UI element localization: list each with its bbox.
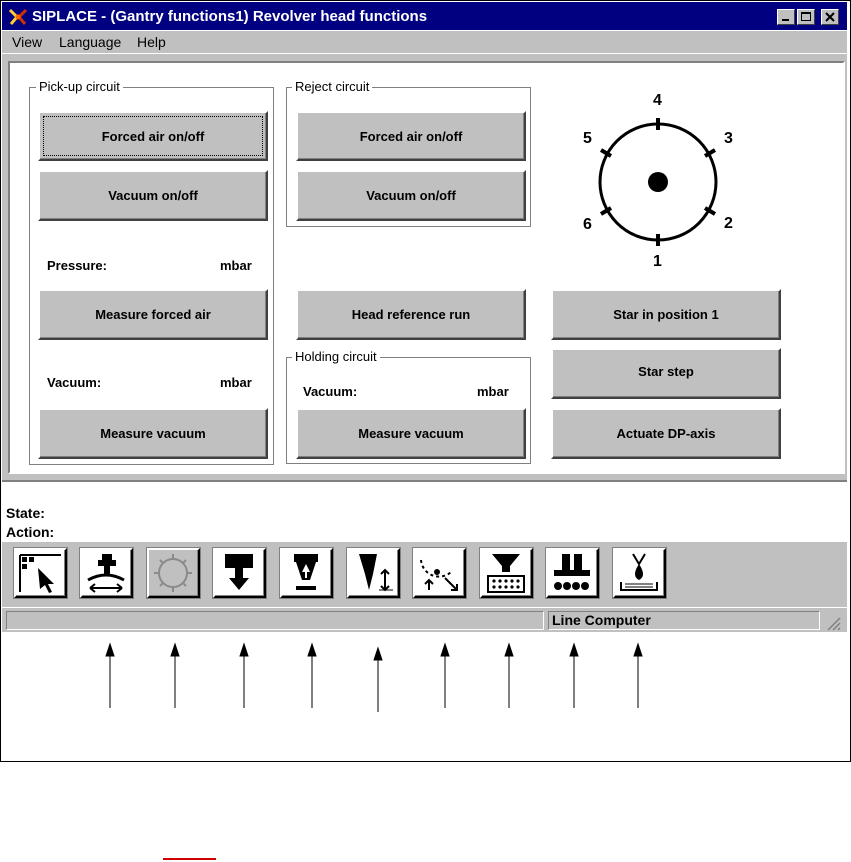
menu-language[interactable]: Language	[59, 34, 122, 50]
position-label-1: 1	[653, 253, 662, 270]
siplace-app-icon[interactable]	[8, 7, 28, 27]
press-down-icon[interactable]	[213, 548, 266, 598]
pressure-unit: mbar	[220, 258, 252, 273]
pickup-forced-air-button[interactable]: Forced air on/off	[38, 111, 268, 161]
status-bar-line-computer: Line Computer	[548, 611, 820, 630]
position-label-6: 6	[583, 216, 592, 233]
menu-help[interactable]: Help	[137, 34, 166, 50]
star-in-position-1-button[interactable]: Star in position 1	[551, 289, 781, 340]
reject-vacuum-button[interactable]: Vacuum on/off	[296, 170, 526, 221]
menu-bar	[2, 31, 847, 53]
state-label: State:	[6, 505, 45, 521]
revolver-star-svg	[590, 110, 730, 270]
star-step-button[interactable]: Star step	[551, 348, 781, 399]
pickup-measure-vacuum-button[interactable]: Measure vacuum	[38, 408, 268, 459]
callout-arrows	[0, 630, 851, 720]
holding-circuit-label: Holding circuit	[292, 349, 380, 364]
pickup-vacuum-button[interactable]: Vacuum on/off	[38, 170, 268, 221]
reject-circuit-label: Reject circuit	[292, 79, 372, 94]
position-label-5: 5	[583, 130, 592, 147]
status-bar-left-pane	[6, 611, 544, 630]
pickup-vacuum-unit: mbar	[220, 375, 252, 390]
head-reference-run-button[interactable]: Head reference run	[296, 289, 526, 340]
holding-measure-vacuum-button[interactable]: Measure vacuum	[296, 408, 526, 459]
position-label-4: 4	[653, 92, 662, 109]
gantry-move-icon[interactable]	[80, 548, 133, 598]
revolver-star-icon[interactable]	[147, 548, 200, 598]
revolver-position-diagram	[583, 92, 733, 270]
actuate-dp-axis-button[interactable]: Actuate DP-axis	[551, 408, 781, 459]
menu-view[interactable]: View	[12, 34, 43, 50]
holding-vacuum-label: Vacuum:	[303, 384, 358, 399]
star-rotate-icon[interactable]	[413, 548, 466, 598]
nozzle-changer-icon[interactable]	[480, 548, 533, 598]
action-label: Action:	[6, 524, 55, 540]
measure-forced-air-button[interactable]: Measure forced air	[38, 289, 268, 340]
select-pointer-icon[interactable]	[14, 548, 67, 598]
minimize-button[interactable]	[777, 9, 795, 25]
lift-up-icon[interactable]	[280, 548, 333, 598]
status-bar	[2, 607, 847, 632]
reject-forced-air-button[interactable]: Forced air on/off	[296, 111, 526, 161]
title-bar[interactable]	[2, 2, 847, 30]
close-button[interactable]	[821, 9, 839, 25]
position-label-2: 2	[724, 215, 733, 232]
pressure-label: Pressure:	[47, 258, 107, 273]
status-area	[2, 480, 847, 542]
red-underline-mark	[163, 858, 216, 860]
pickup-vacuum-label: Vacuum:	[47, 375, 102, 390]
window-title: SIPLACE - (Gantry functions1) Revolver head functions	[32, 8, 428, 25]
dp-axis-height-icon[interactable]	[347, 548, 400, 598]
conveyor-icon[interactable]	[546, 548, 599, 598]
pickup-circuit-label: Pick-up circuit	[36, 79, 123, 94]
maximize-button[interactable]	[797, 9, 815, 25]
dispense-icon[interactable]	[613, 548, 666, 598]
holding-vacuum-unit: mbar	[477, 384, 509, 399]
position-label-3: 3	[724, 130, 733, 147]
